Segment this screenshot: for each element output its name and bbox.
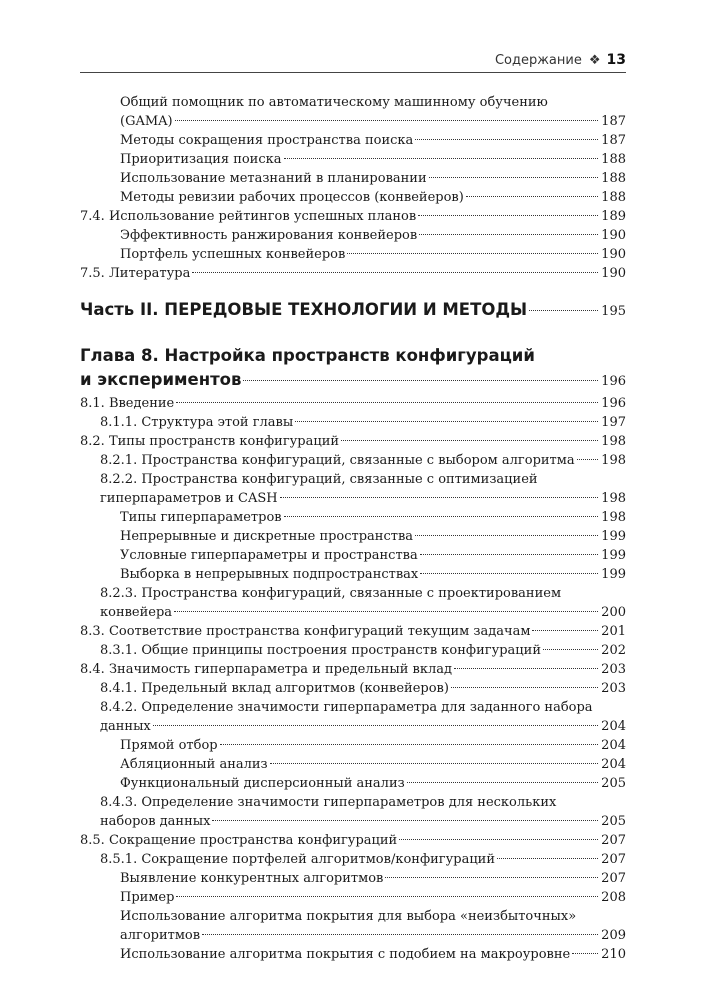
toc-entry-line (100, 451, 626, 470)
dot-leader (418, 215, 598, 216)
toc-entry[interactable] (80, 432, 626, 451)
toc-entry-line (120, 755, 626, 774)
toc-entry-title-line: 8.4.2. Определение значимости гиперпараметра для заданного набора (100, 700, 593, 715)
toc-entry[interactable] (80, 413, 626, 432)
toc-entry-title: 8.5. Сокращение пространства конфигураций (80, 833, 398, 848)
dot-leader (176, 402, 598, 403)
toc-entry-line (120, 736, 626, 755)
chapter-title: и экспериментов (80, 370, 242, 389)
toc-entry[interactable] (80, 926, 626, 945)
toc-entry-line (120, 245, 626, 264)
toc-page-number: 207 (601, 871, 626, 886)
chapter-heading-line: Глава 8. Настройка пространств конфигураций (80, 346, 535, 365)
toc-page-number: 188 (601, 171, 626, 186)
toc-entry[interactable] (80, 394, 626, 413)
toc-entry-line (80, 622, 626, 641)
toc-entry-title: Приоритизация поиска (120, 152, 282, 167)
dot-leader (407, 782, 598, 783)
toc-entry-title-line: Общий помощник по автоматическому машинному обучению (120, 95, 548, 110)
dot-leader (420, 554, 598, 555)
toc-entry-title: Методы ревизии рабочих процессов (конвейеров) (120, 190, 464, 205)
toc-page-number: 205 (601, 776, 626, 791)
toc-entry-line (80, 264, 626, 283)
toc-page-number: 199 (601, 529, 626, 544)
chapter-page-number: 196 (601, 374, 626, 389)
toc-entry-title: Использование метазнаний в планировании (120, 171, 427, 186)
toc-entry[interactable] (80, 245, 626, 264)
toc-page-number: 207 (601, 833, 626, 848)
toc-entry[interactable] (80, 679, 626, 698)
toc-page-number: 190 (601, 266, 626, 281)
toc-entry-title: (GAMA) (120, 114, 173, 129)
toc-entry-title: 8.3. Соответствие пространства конфигураций текущим задачам (80, 624, 531, 639)
toc-page-number: 201 (601, 624, 626, 639)
toc-entry[interactable] (80, 207, 626, 226)
dot-leader (543, 649, 598, 650)
toc-page-number: 187 (601, 114, 626, 129)
toc-entry[interactable] (80, 755, 626, 774)
toc-entry[interactable] (80, 622, 626, 641)
toc-entry-line (80, 432, 626, 451)
header-page-number: 13 (606, 52, 626, 68)
dot-leader (399, 839, 598, 840)
toc-entry[interactable] (80, 188, 626, 207)
toc-entry-line (100, 489, 626, 508)
toc-entry-title: 8.5.1. Сокращение портфелей алгоритмов/конфигураций (100, 852, 496, 867)
toc-entry-title: Условные гиперпараметры и пространства (120, 548, 418, 563)
toc-entry-line (120, 150, 626, 169)
toc-page-number: 205 (601, 814, 626, 829)
toc-page-number: 204 (601, 719, 626, 734)
toc-page-number: 203 (601, 662, 626, 677)
toc-entry-title: Прямой отбор (120, 738, 218, 753)
toc-entry-line (120, 565, 626, 584)
part-heading[interactable] (80, 298, 626, 324)
running-header (80, 48, 626, 72)
chapter-heading[interactable] (80, 368, 626, 394)
toc-entry-line (80, 207, 626, 226)
toc-page-number: 188 (601, 152, 626, 167)
dot-leader (284, 158, 599, 159)
toc-entry-title: 8.2. Типы пространств конфигураций (80, 434, 340, 449)
toc-page-number: 199 (601, 567, 626, 582)
toc-page-number: 200 (601, 605, 626, 620)
toc-entry[interactable] (80, 226, 626, 245)
toc-page-number: 198 (601, 510, 626, 525)
dot-leader (419, 234, 598, 235)
toc-entry-title: Выявление конкурентных алгоритмов (120, 871, 384, 886)
toc-page-number: 202 (601, 643, 626, 658)
toc-entry[interactable] (80, 641, 626, 660)
toc-entry-line (120, 926, 626, 945)
toc-entry[interactable] (80, 945, 626, 964)
dot-leader (153, 725, 598, 726)
dot-leader (385, 877, 598, 878)
toc-page-number: 203 (601, 681, 626, 696)
dot-leader (212, 820, 598, 821)
toc-page-number: 209 (601, 928, 626, 943)
part-title: Часть II. ПЕРЕДОВЫЕ ТЕХНОЛОГИИ И МЕТОДЫ (80, 300, 528, 319)
toc-page-number: 190 (601, 247, 626, 262)
chapter-heading-last-line (80, 368, 626, 394)
dot-leader (270, 763, 599, 764)
toc-entry-line (100, 641, 626, 660)
dot-leader (174, 611, 598, 612)
toc-entry-title: алгоритмов (120, 928, 201, 943)
toc-entry-line (100, 812, 626, 831)
toc-page-number: 190 (601, 228, 626, 243)
toc-entry-line (80, 394, 626, 413)
toc-entry[interactable] (80, 717, 626, 736)
dot-leader (415, 139, 598, 140)
toc-entry-title: 7.4. Использование рейтингов успешных планов (80, 209, 417, 224)
toc-entry-title: Типы гиперпараметров (120, 510, 282, 525)
toc-entry-title-line: 8.2.3. Пространства конфигураций, связанные с проектированием (100, 586, 562, 601)
toc-entry-title: наборов данных (100, 814, 211, 829)
toc-entry-title: 8.3.1. Общие принципы построения пространств конфигураций (100, 643, 541, 658)
part-heading-line (80, 298, 626, 324)
toc-page-number: 198 (601, 491, 626, 506)
toc-entry[interactable] (80, 451, 626, 470)
toc-entry-title: Использование алгоритма покрытия с подобием на макроуровне (120, 947, 571, 962)
dot-leader (572, 953, 598, 954)
toc-entry-line (120, 546, 626, 565)
toc-entry[interactable] (80, 660, 626, 679)
toc-entry-line (120, 888, 626, 907)
header-rule (80, 72, 626, 73)
toc-page-number: 196 (601, 396, 626, 411)
toc-entry-line (120, 508, 626, 527)
part-page-number: 195 (601, 304, 626, 319)
dot-leader (202, 934, 598, 935)
toc-entry-line (120, 131, 626, 150)
dot-leader (280, 497, 599, 498)
dot-leader (192, 272, 598, 273)
toc-entry-title: данных (100, 719, 151, 734)
toc-page-number: 197 (601, 415, 626, 430)
toc-entry-title: 8.4.1. Предельный вклад алгоритмов (конвейеров) (100, 681, 449, 696)
toc-entry-title: Пример (120, 890, 175, 905)
dot-leader (466, 196, 598, 197)
toc-entry-line (100, 850, 626, 869)
toc-entry-title: гиперпараметров и CASH (100, 491, 278, 506)
toc-entry[interactable] (80, 831, 626, 850)
dot-leader (243, 380, 598, 381)
toc-entry[interactable] (80, 774, 626, 793)
dot-leader (577, 459, 599, 460)
toc-entry-title: Непрерывные и дискретные пространства (120, 529, 414, 544)
toc-entry-title: 8.1. Введение (80, 396, 175, 411)
toc-entry-title-line: 8.4.3. Определение значимости гиперпараметров для нескольких (100, 795, 557, 810)
dot-leader (454, 668, 598, 669)
toc-entry[interactable] (80, 850, 626, 869)
toc-page-number: 187 (601, 133, 626, 148)
toc-page-number: 198 (601, 434, 626, 449)
toc-entry-title: Функциональный дисперсионный анализ (120, 776, 405, 791)
toc-page-number: 210 (601, 947, 626, 962)
toc-entry-line (100, 717, 626, 736)
toc-entry-title-line: Использование алгоритма покрытия для выбора «неизбыточных» (120, 909, 577, 924)
dot-leader (529, 310, 598, 311)
header-section-title: Содержание (494, 52, 582, 68)
dot-leader (429, 177, 599, 178)
toc-entry[interactable] (80, 888, 626, 907)
toc-entry[interactable] (80, 489, 626, 508)
toc-entry-title: Методы сокращения пространства поиска (120, 133, 414, 148)
dot-leader (175, 120, 599, 121)
toc-entry-line (120, 188, 626, 207)
toc-entry[interactable] (80, 264, 626, 283)
toc-entry-line (120, 869, 626, 888)
toc-entry-line (120, 112, 626, 131)
toc-entry-line (120, 169, 626, 188)
toc-page-number: 199 (601, 548, 626, 563)
toc-entry[interactable] (80, 131, 626, 150)
toc-entry-title: 7.5. Литература (80, 266, 191, 281)
toc-entry-line (100, 603, 626, 622)
dot-leader (284, 516, 599, 517)
toc-entry[interactable] (80, 546, 626, 565)
diamond-icon: ❖ (588, 52, 601, 68)
toc-entry-title: Абляционный анализ (120, 757, 268, 772)
toc-entry-line (100, 413, 626, 432)
toc-entry[interactable] (80, 736, 626, 755)
toc-entry[interactable] (80, 812, 626, 831)
toc-page-number: 207 (601, 852, 626, 867)
toc-entry-line (100, 679, 626, 698)
toc-page-number: 189 (601, 209, 626, 224)
dot-leader (451, 687, 598, 688)
toc-entry-line (80, 831, 626, 850)
dot-leader (532, 630, 598, 631)
dot-leader (295, 421, 598, 422)
toc-entry-title: 8.1.1. Структура этой главы (100, 415, 294, 430)
toc-entry-title: 8.4. Значимость гиперпараметра и предельный вклад (80, 662, 452, 677)
toc-entry-title: Портфель успешных конвейеров (120, 247, 346, 262)
dot-leader (347, 253, 598, 254)
toc-entry-title: Эффективность ранжирования конвейеров (120, 228, 418, 243)
toc-entry[interactable] (80, 565, 626, 584)
toc-entry-line (120, 527, 626, 546)
dot-leader (420, 573, 598, 574)
toc-entry-title-line: 8.2.2. Пространства конфигураций, связанные с оптимизацией (100, 472, 538, 487)
toc-page-number: 188 (601, 190, 626, 205)
toc-entry[interactable] (80, 508, 626, 527)
toc-entry-title: 8.2.1. Пространства конфигураций, связанные с выбором алгоритма (100, 453, 575, 468)
toc-entry[interactable] (80, 112, 626, 131)
toc-entry-title: Выборка в непрерывных подпространствах (120, 567, 419, 582)
toc-entry-line (120, 774, 626, 793)
toc-page-number: 204 (601, 757, 626, 772)
toc-page-number: 208 (601, 890, 626, 905)
toc-entry[interactable] (80, 169, 626, 188)
toc-entry[interactable] (80, 527, 626, 546)
dot-leader (220, 744, 599, 745)
toc-entry-line (80, 660, 626, 679)
dot-leader (415, 535, 598, 536)
toc-entry-line (120, 945, 626, 964)
dot-leader (497, 858, 598, 859)
dot-leader (341, 440, 598, 441)
toc-page-number: 204 (601, 738, 626, 753)
toc-page-number: 198 (601, 453, 626, 468)
dot-leader (176, 896, 598, 897)
toc-entry[interactable] (80, 869, 626, 888)
toc-entry[interactable] (80, 603, 626, 622)
toc-entry[interactable] (80, 150, 626, 169)
toc-entry-line (120, 226, 626, 245)
toc-entry-title: конвейера (100, 605, 173, 620)
